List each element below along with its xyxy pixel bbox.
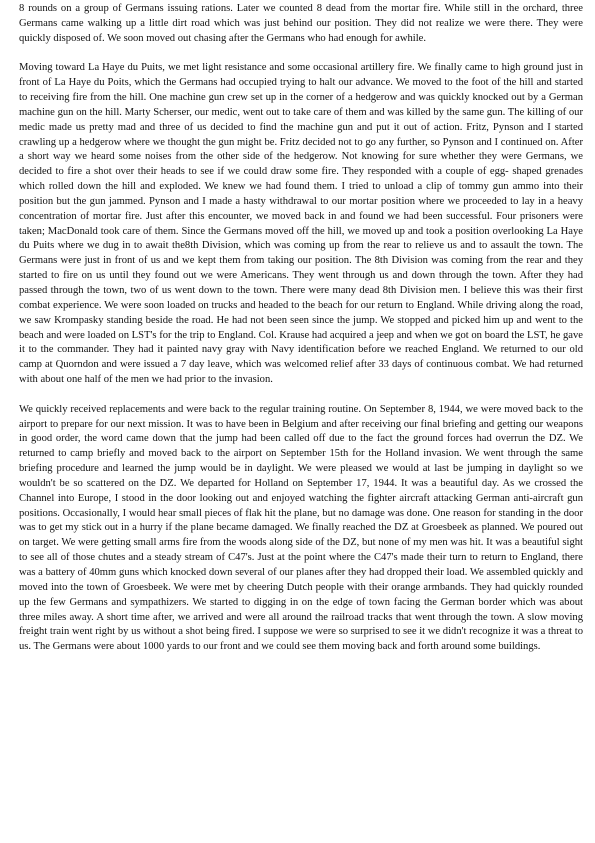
paragraph-la-haye-du-puits: Moving toward La Haye du Puits, we met light resistance and some occasional artillery fire. We finally came to high ground just in front of La Haye du Poits, which the Germans had occupied trying to halt our advance. We moved to the foot of the hill and started to receiving fire from the hill. One machine gun crew set up in the corner of a hedgerow and was quickly knocked out by a German machine gun on the hill. Marty Scherser, our medic, went out to take care of them and was killed by the same gun. The killing of our medic made us pretty mad and three of us decided to find the machine gun and put it out of action. Fritz, Pynson and I started crawling up a hedgerow where we thought the gun might be. Fritz decided not to go any further, so Pynson and I continued on. After a short way we heard some noises from the other side of the hedgerow. Not knowing for sure whether they were Germans, we decided to fire a shot over their heads to see if we could draw some fire. They responded with a couple of egg- shaped grenades which rolled down the hill and exploded. We knew we had found them. I tried to unload a clip of tommy gun ammo into their position but the gun jammed. Pynson and I made a hasty withdrawal to our mortar position where we proceeded to lay in a heavy concentration of mortar fire. Just after this encounter, we moved back in and found we had been successful. Four prisoners were taken; MacDonald took care of them. Since the Germans moved off the hill, we moved up and took a position overlooking La Haye du Puits where we dug in to await the8th Division, which was coming up from the rear to relieve us and to assault the town. The Germans were just in front of us and we kept them from taking our position. The 8th Division was coming from the rear and they started to fire on us until they found out we were Americans. They went through us and down through the town. After they had passed through the town, two of us went down to the town. There were many dead 8th Division men. I believe this was their first combat experience. We were soon loaded on trucks and headed to the beach for our return to England. While driving along the road, we saw Krompasky standing beside the road. He had not been seen since the jump. We stopped and picked him up and went to the beach and were loaded on LST's for the trip to England. Col. Krause had acquired a jeep and when we got on board the LST, he gave it to the commander. They had it painted navy gray with Navy identification before we reached England. We returned to our old camp at Quorndon and were issued a 7 day leave, which was welcomed relief after 33 days of continuous combat. We had returned with about one half of the men we had prior to the invasion. (19, 62, 583, 386)
paragraph-orchard: 8 rounds on a group of Germans issuing rations. Later we counted 8 dead from the mortar fire. While still in the orchard, three Germans came walking up a little dirt road which was just behind our position. They did not realize we were there. They were quickly disposed of. We soon moved out chasing after the Germans who had enough for awhile. (19, 3, 583, 44)
paragraph-spacer (19, 388, 583, 403)
paragraph-holland-invasion: We quickly received replacements and were back to the regular training routine. On September 8, 1944, we were moved back to the airport to prepare for our next mission. It was to have been in Belgium and after receiving our final briefing and getting our weapons in good order, the word came down that the jump had been called off due to the fact the ground forces had overrun the DZ. We returned to camp briefly and moved back to the airport on September 15th for the Holland invasion. We went through the same briefing procedure and learned the jump would be in daylight. We were pleased we would at last be jumping in daylight so we wouldn't be so scattered on the DZ. We departed for Holland on September 17, 1944. It was a beautiful day. As we crossed the Channel into Europe, I stood in the door looking out and enjoyed watching the fighter aircraft attacking German anti-aircraft gun positions. Occasionally, I would hear small pieces of flak hit the plane, but no damage was done. One reason for standing in the door was to get my stick out in a hurry if the plane became damaged. We finally reached the DZ at Groesbeek as planned. We poured out on target. We were getting small arms fire from the woods along side of the DZ, but none of my men was hit. It was a beautiful sight to see all of those chutes and a steady stream of C47's. Just at the point where the C47's made their turn to return to England, there was a battery of 40mm guns which knocked down several of our planes after they had dropped their load. We assembled quickly and moved into the town of Groesbeek. We were met by cheering Dutch people with their orange armbands. They had quickly rounded up the few Germans and sympathizers. We started to digging in on the edge of town facing the German border which was about three miles away. A short time after, we arrived and were all around the railroad tracks that went through the town. A slow moving freight train went right by us without a shot being fired. I suppose we were so surprised to see it we didn't recognize it was a threat to us. The Germans were about 1000 yards to our front and we could see them moving back and forth around some buildings. (19, 403, 583, 653)
paragraph-spacer (19, 47, 583, 62)
